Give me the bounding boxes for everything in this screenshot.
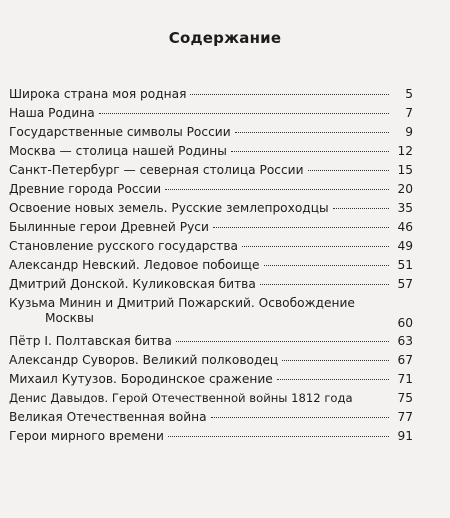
toc-entry-title: Государственные символы России [9,125,231,139]
toc-entry-page: 15 [397,163,413,177]
toc-entry [9,334,413,349]
toc-entry [9,296,413,330]
toc-entry [9,144,413,159]
toc-entry-page: 63 [397,334,413,348]
toc-entry-title: Широка страна моя родная [9,87,187,101]
toc-entry-page: 60 [397,316,413,330]
toc-heading: Содержание [168,29,282,47]
toc-entry [9,239,413,254]
toc-entry [9,125,413,140]
toc-entry [9,201,413,216]
toc-entry-title: Кузьма Минин и Дмитрий Пожарский. Освобождение [9,296,355,310]
dot-leader [98,318,389,319]
toc-entry-title: Александр Невский. Ледовое побоище [9,258,260,272]
dot-leader [176,341,389,342]
toc-entry [9,410,413,425]
toc-entry-title: Александр Суворов. Великий полководец [9,353,279,367]
toc-entry [9,429,413,444]
dot-leader [264,265,389,266]
toc-entry-page: 75 [397,391,413,405]
toc-entry-title: Денис Давыдов. Герой Отечественной войны 1812 года [9,391,353,405]
dot-leader [190,94,389,95]
toc-entry-title: Великая Отечественная война [9,410,207,424]
dot-leader [213,227,389,228]
toc-entry-page: 57 [397,277,413,291]
dot-leader [357,398,389,399]
toc-entry-page: 49 [397,239,413,253]
toc-entry-title: Былинные герои Древней Руси [9,220,209,234]
toc-entry [9,391,413,406]
toc-entry-page: 91 [397,429,413,443]
toc-entry-title: Москва — столица нашей Родины [9,144,227,158]
dot-leader [260,284,389,285]
toc-entry-page: 5 [405,87,413,101]
dot-leader [333,208,389,209]
toc-entry-page: 7 [405,106,413,120]
dot-leader [282,360,389,361]
toc-entry-title: Освоение новых земель. Русские землепроходцы [9,201,329,215]
toc-entry-title-continued: Москвы [45,311,94,325]
toc-entry-title: Санкт-Петербург — северная столица России [9,163,304,177]
dot-leader [277,379,389,380]
toc-entry [9,220,413,235]
dot-leader [99,113,389,114]
toc-entry-title: Пётр I. Полтавская битва [9,334,172,348]
toc-entry-page: 51 [397,258,413,272]
dot-leader [165,189,389,190]
toc-entry-page: 12 [397,144,413,158]
toc-entry-page: 46 [397,220,413,234]
dot-leader [308,170,389,171]
dot-leader [235,132,389,133]
dot-leader [231,151,389,152]
toc-entry-title: Становление русского государства [9,239,238,253]
toc-entry [9,106,413,121]
toc-entry [9,163,413,178]
toc-entry-page: 9 [405,125,413,139]
toc-entry [9,182,413,197]
toc-entry-page: 35 [397,201,413,215]
toc-entry-page: 77 [397,410,413,424]
table-of-contents [9,87,413,444]
dot-leader [211,417,389,418]
toc-entry [9,353,413,368]
dot-leader [242,246,389,247]
toc-entry-title: Герои мирного времени [9,429,164,443]
toc-entry-title: Наша Родина [9,106,95,120]
toc-entry-page: 20 [397,182,413,196]
toc-entry [9,258,413,273]
toc-entry [9,372,413,387]
toc-entry-title: Михаил Кутузов. Бородинское сражение [9,372,273,386]
toc-entry [9,277,413,292]
toc-entry-title: Дмитрий Донской. Куликовская битва [9,277,256,291]
toc-entry-page: 71 [397,372,413,386]
toc-entry [9,87,413,102]
toc-entry-page: 67 [397,353,413,367]
toc-entry-title: Древние города России [9,182,162,196]
dot-leader [168,436,389,437]
